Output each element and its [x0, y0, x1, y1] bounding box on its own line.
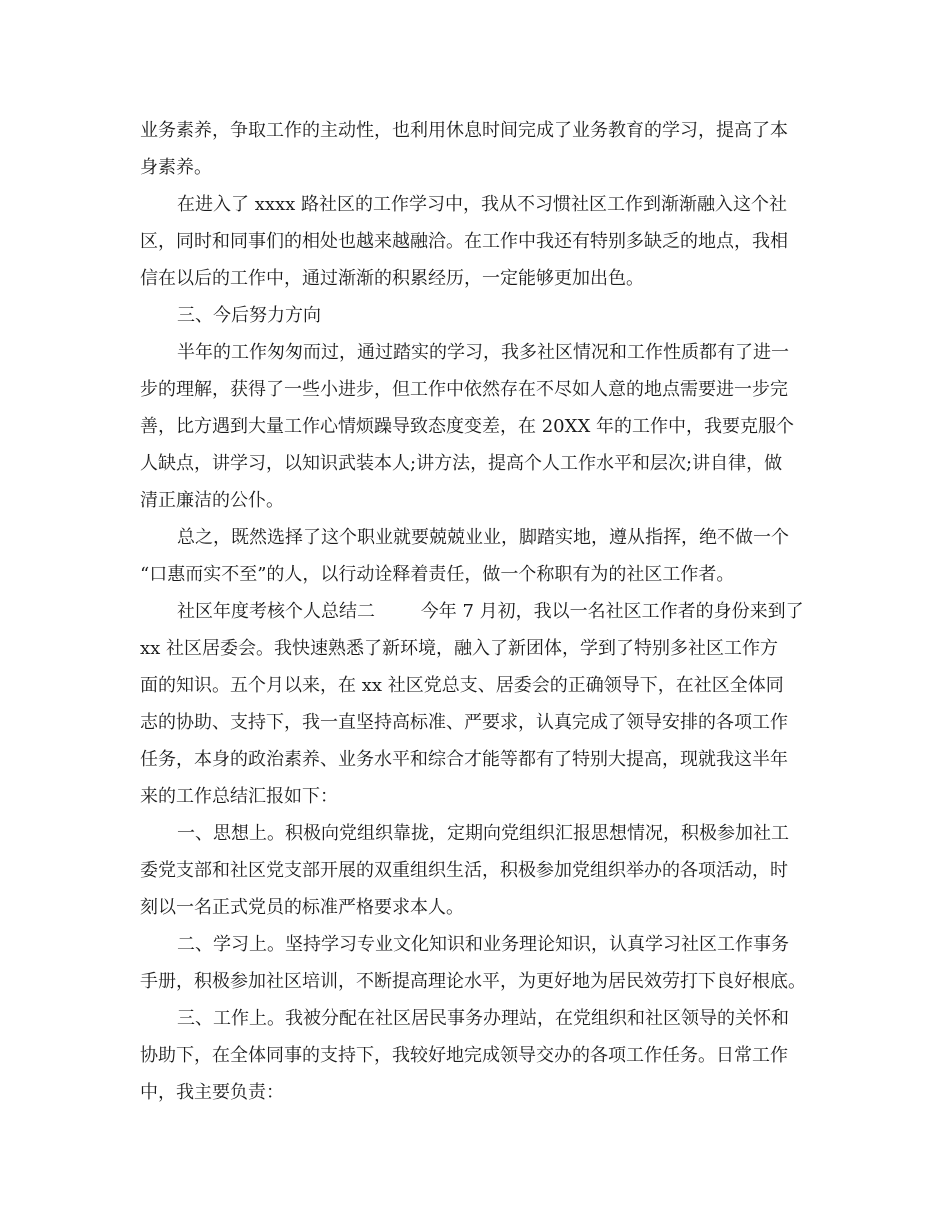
- text-line: 二、学习上。坚持学习专业文化知识和业务理论知识，认真学习社区工作事务: [177, 934, 789, 955]
- text-line: xx 社区居委会。我快速熟悉了新环境，融入了新团体，学到了特别多社区工作方: [140, 638, 779, 659]
- text-line: 区，同时和同事们的相处也越来越融洽。在工作中我还有特别多缺乏的地点，我相: [140, 231, 788, 252]
- text-line: 中，我主要负责：: [140, 1082, 284, 1103]
- text-line: 人缺点，讲学习，以知识武装本人;讲方法，提高个人工作水平和层次;讲自律，做: [140, 453, 783, 474]
- text-line: 三、工作上。我被分配在社区居民事务办理站，在党组织和社区领导的关怀和: [177, 1008, 789, 1029]
- text-line: 业务素养，争取工作的主动性，也利用休息时间完成了业务教育的学习，提高了本: [140, 120, 788, 141]
- text-line: 面的知识。五个月以来，在 xx 社区党总支、居委会的正确领导下，在社区全体同: [140, 675, 784, 696]
- text-line: 信在以后的工作中，通过渐渐的积累经历，一定能够更加出色。: [140, 268, 644, 289]
- text-line: 委党支部和社区党支部开展的双重组织生活，积极参加党组织举办的各项活动，时: [140, 860, 788, 881]
- text-line: 任务，本身的政治素养、业务水平和综合才能等都有了特别大提高，现就我这半年: [140, 749, 788, 770]
- section-title-line: 社区年度考核个人总结二 今年 7 月初，我以一名社区工作者的身份来到了: [177, 601, 804, 622]
- text-line: 身素养。: [140, 157, 212, 178]
- text-line: 总之，既然选择了这个职业就要兢兢业业，脚踏实地，遵从指挥，绝不做一个: [177, 527, 789, 548]
- text-line: 手册，积极参加社区培训，不断提高理论水平，为更好地为居民效劳打下良好根底。: [140, 971, 806, 992]
- text-line: 一、思想上。积极向党组织靠拢，定期向党组织汇报思想情况，积极参加社工: [177, 823, 789, 844]
- text-line: 清正廉洁的公仆。: [140, 490, 284, 511]
- text-line: 善，比方遇到大量工作心情烦躁导致态度变差，在 20XX 年的工作中，我要克服个: [140, 416, 794, 437]
- text-line: 半年的工作匆匆而过，通过踏实的学习，我多社区情况和工作性质都有了进一: [177, 342, 789, 363]
- text-line: 志的协助、支持下，我一直坚持高标准、严要求，认真完成了领导安排的各项工作: [140, 712, 788, 733]
- text-line: 在进入了 xxxx 路社区的工作学习中，我从不习惯社区工作到渐渐融入这个社: [177, 194, 788, 215]
- text-line: 来的工作总结汇报如下：: [140, 786, 338, 807]
- text-line: 协助下，在全体同事的支持下，我较好地完成领导交办的各项工作任务。日常工作: [140, 1045, 788, 1066]
- text-line: “口惠而实不至”的人，以行动诠释着责任，做一个称职有为的社区工作者。: [140, 564, 735, 585]
- section-heading: 三、今后努力方向: [177, 305, 321, 326]
- text-line: 刻以一名正式党员的标准严格要求本人。: [140, 897, 464, 918]
- text-line: 步的理解，获得了一些小进步，但工作中依然存在不尽如人意的地点需要进一步完: [140, 379, 788, 400]
